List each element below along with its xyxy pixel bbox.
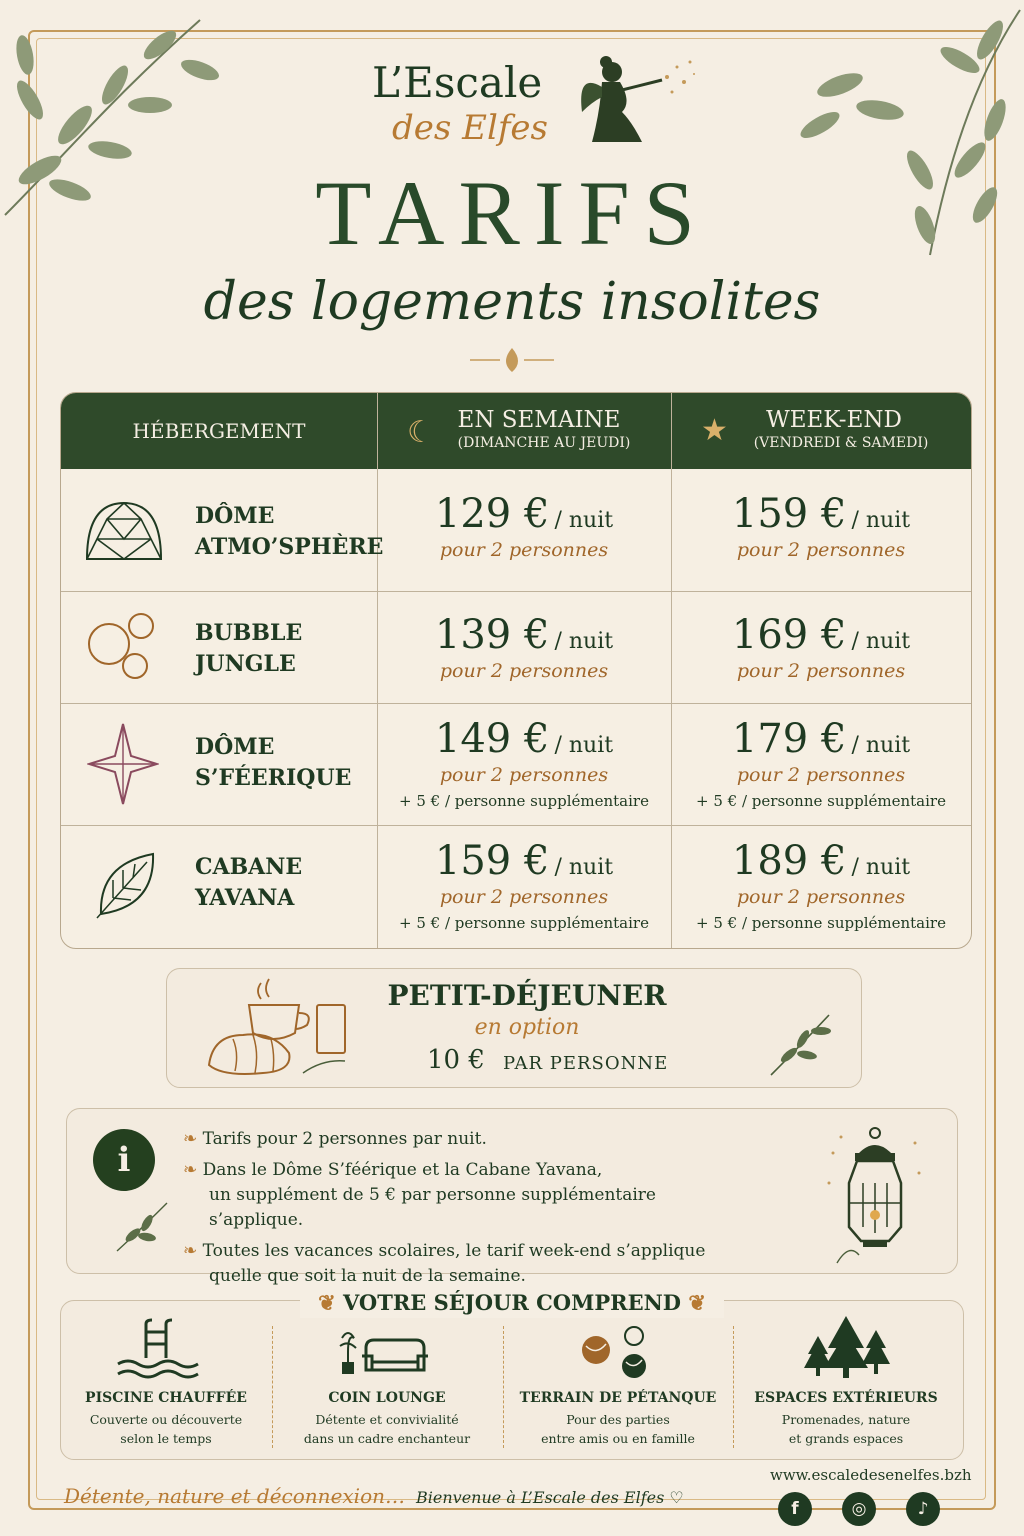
tiktok-icon[interactable]: ♪ [906, 1492, 940, 1526]
trees-icon [800, 1312, 894, 1380]
header-weekend-sub: (VENDREDI & SAMEDI) [753, 435, 929, 451]
amenity-lounge: COIN LOUNGE Détente et convivialité dans un cadre enchanteur [303, 1390, 471, 1446]
divider [733, 1326, 734, 1448]
header-weekday-sub: (DIMANCHE AU JEUDI) [457, 435, 631, 451]
weekend-price: 179 € / nuit pour 2 personnes + 5 € / personne supplémentaire [696, 716, 946, 810]
facebook-icon[interactable]: f [778, 1492, 812, 1526]
header-accommodation: HÉBERGEMENT [132, 419, 306, 443]
amenity-pool: PISCINE CHAUFFÉE Couverte ou découverte selon le temps [85, 1390, 247, 1446]
bubbles-icon [85, 610, 161, 686]
star-compass-icon [87, 722, 159, 806]
sofa-icon [336, 1326, 432, 1378]
amenity-outdoors: ESPACES EXTÉRIEURS Promenades, nature et grands espaces [754, 1390, 938, 1446]
breakfast-box [166, 968, 862, 1088]
leaf-branch-icon [113, 1199, 173, 1255]
weekend-price: 169 € / nuit pour 2 personnes [731, 612, 911, 682]
info-item: Toutes les vacances scolaires, le tarif week-end s’applique [202, 1241, 706, 1261]
info-list [183, 1127, 743, 1289]
ornament-icon: ❦ [318, 1290, 336, 1315]
accommodation-name: CABANE YAVANA [195, 854, 303, 911]
divider [503, 1326, 504, 1448]
breakfast-option: en option [474, 1015, 580, 1040]
weekend-price: 159 € / nuit pour 2 personnes [731, 491, 911, 561]
geodesic-dome-icon [83, 499, 165, 563]
divider-ornament-icon [470, 344, 554, 374]
breakfast-title: PETIT-DÉJEUNER [387, 979, 667, 1012]
info-box [66, 1108, 958, 1286]
weekday-price: 139 € / nuit pour 2 personnes [434, 612, 614, 682]
page-title: TARIFS [315, 162, 709, 264]
footer-slogan: Détente, nature et déconnexion… [64, 1484, 405, 1508]
info-item-cont: un supplément de 5 € par personne supplémentaire s’applique. [209, 1185, 656, 1230]
header-weekend-label: WEEK-END [766, 407, 902, 433]
breakfast-price: 10 € [427, 1045, 485, 1075]
petanque-balls-icon [578, 1322, 652, 1380]
brand-name: L’Escale [372, 58, 543, 107]
bullet-leaf-icon: ❧ [183, 1241, 198, 1261]
table-header [61, 393, 971, 469]
info-item-cont: quelle que soit la nuit de la semaine. [209, 1266, 526, 1286]
weekday-price: 149 € / nuit pour 2 personnes + 5 € / personne supplémentaire [399, 716, 649, 810]
leaf-icon [95, 850, 159, 920]
breakfast-icon [203, 973, 353, 1083]
bullet-leaf-icon: ❧ [183, 1160, 198, 1180]
weekday-price: 159 € / nuit pour 2 personnes + 5 € / personne supplémentaire [399, 838, 649, 932]
table-row [61, 703, 971, 826]
info-item: Tarifs pour 2 personnes par nuit. [202, 1129, 487, 1149]
header-weekday-label: EN SEMAINE [457, 407, 621, 433]
pricing-table [60, 392, 972, 949]
star-icon: ★ [701, 413, 728, 448]
ornament-icon: ❦ [688, 1290, 706, 1315]
divider [272, 1326, 273, 1448]
footer-welcome: Bienvenue à L’Escale des Elfes ♡ [416, 1488, 684, 1507]
leaf-branch-icon [767, 1009, 837, 1079]
table-row [61, 469, 971, 591]
lantern-icon [819, 1123, 929, 1269]
info-icon: i [93, 1129, 155, 1191]
instagram-icon[interactable]: ◎ [842, 1492, 876, 1526]
accommodation-name: BUBBLE JUNGLE [195, 620, 303, 677]
website-link[interactable]: www.escaledesenelfes.bzh [770, 1466, 972, 1484]
brand-subname: des Elfes [392, 108, 548, 148]
breakfast-per: PAR PERSONNE [503, 1053, 669, 1074]
accommodation-name: DÔME S’FÉERIQUE [195, 734, 352, 791]
info-item: Dans le Dôme S’féérique et la Cabane Yavana, [202, 1160, 603, 1180]
table-row [61, 825, 971, 949]
weekend-price: 189 € / nuit pour 2 personnes + 5 € / personne supplémentaire [696, 838, 946, 932]
fairy-icon [572, 52, 702, 152]
table-row [61, 591, 971, 704]
includes-title: ❦ VOTRE SÉJOUR COMPREND ❦ [318, 1290, 706, 1315]
moon-icon: ☾ [407, 415, 434, 450]
bullet-leaf-icon: ❧ [183, 1129, 198, 1149]
amenity-petanque: TERRAIN DE PÉTANQUE Pour des parties entre amis ou en famille [519, 1390, 717, 1446]
weekday-price: 129 € / nuit pour 2 personnes [434, 491, 614, 561]
page-subtitle: des logements insolites [203, 272, 821, 332]
pool-icon [116, 1318, 206, 1380]
accommodation-name: DÔME ATMO’SPHÈRE [195, 503, 384, 560]
